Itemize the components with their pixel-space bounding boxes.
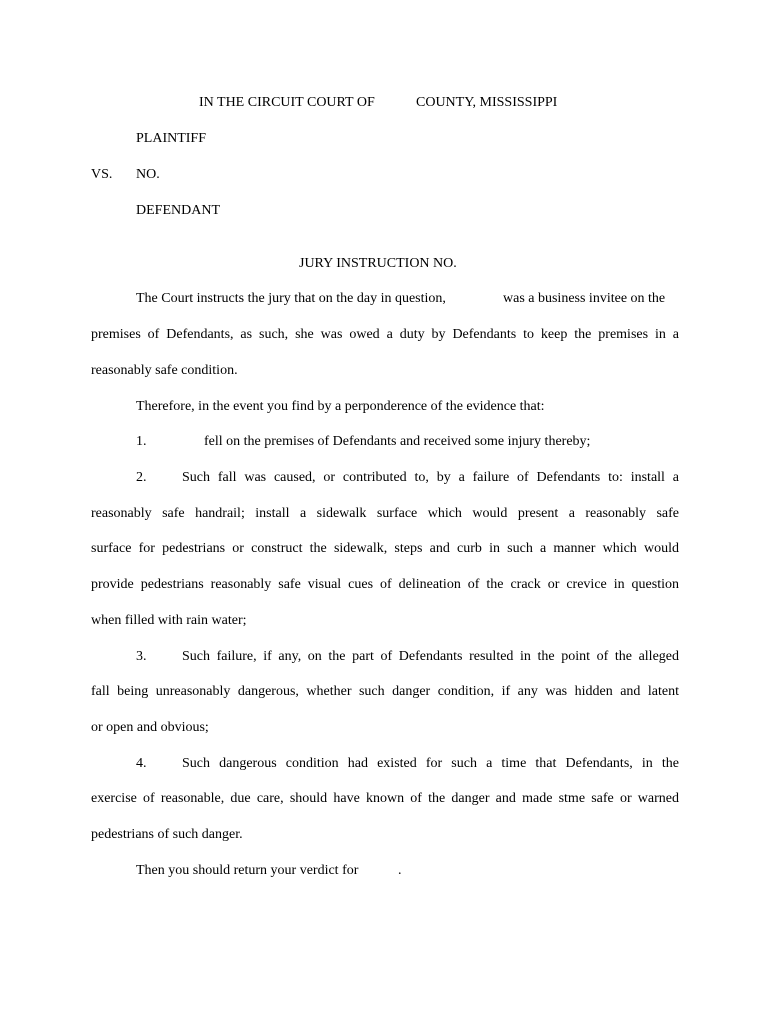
intro-line-2: premises of Defendants, as such, she was owed a duty by Defendants to keep the premises in a [91, 327, 679, 342]
item-3-line-2: fall being unreasonably dangerous, whether such danger condition, if any was hidden and latent [91, 684, 679, 699]
item-2-line-1: Such fall was caused, or contributed to, by a failure of Defendants to: install a [182, 470, 679, 485]
verdict-line: Then you should return your verdict for [136, 863, 359, 878]
item-4-line-2: exercise of reasonable, due care, should have known of the danger and made stme safe or warned [91, 791, 679, 806]
verdict-line-end: . [398, 863, 402, 878]
item-2-line-5: when filled with rain water; [91, 613, 247, 628]
item-3-number: 3. [136, 649, 147, 664]
defendant-label: DEFENDANT [136, 203, 220, 218]
item-4-line-1: Such dangerous condition had existed for such a time that Defendants, in the [182, 756, 679, 771]
item-3-line-1: Such failure, if any, on the part of Defendants resulted in the point of the alleged [182, 649, 679, 664]
plaintiff-label: PLAINTIFF [136, 131, 207, 146]
item-4-number: 4. [136, 756, 147, 771]
instruction-title: JURY INSTRUCTION NO. [299, 256, 457, 271]
court-heading-right: COUNTY, MISSISSIPPI [416, 95, 558, 110]
item-3-line-3: or open and obvious; [91, 720, 209, 735]
item-2-line-2: reasonably safe handrail; install a sidewalk surface which would present a reasonably safe [91, 506, 679, 521]
intro-line-1-right: was a business invitee on the [503, 291, 666, 306]
item-4-line-3: pedestrians of such danger. [91, 827, 243, 842]
therefore-line: Therefore, in the event you find by a perponderence of the evidence that: [136, 399, 545, 414]
item-2-line-4: provide pedestrians reasonably safe visual cues of delineation of the crack or crevice in question [91, 577, 679, 592]
item-2-number: 2. [136, 470, 147, 485]
case-number-label: NO. [136, 167, 160, 182]
versus-label: VS. [91, 167, 113, 182]
court-heading-left: IN THE CIRCUIT COURT OF [199, 95, 375, 110]
item-2-line-3: surface for pedestrians or construct the sidewalk, steps and curb in such a manner which would [91, 541, 679, 556]
item-1-number: 1. [136, 434, 147, 449]
intro-line-1-left: The Court instructs the jury that on the day in question, [136, 291, 446, 306]
intro-line-3: reasonably safe condition. [91, 363, 238, 378]
item-1-line-1: fell on the premises of Defendants and received some injury thereby; [204, 434, 591, 449]
